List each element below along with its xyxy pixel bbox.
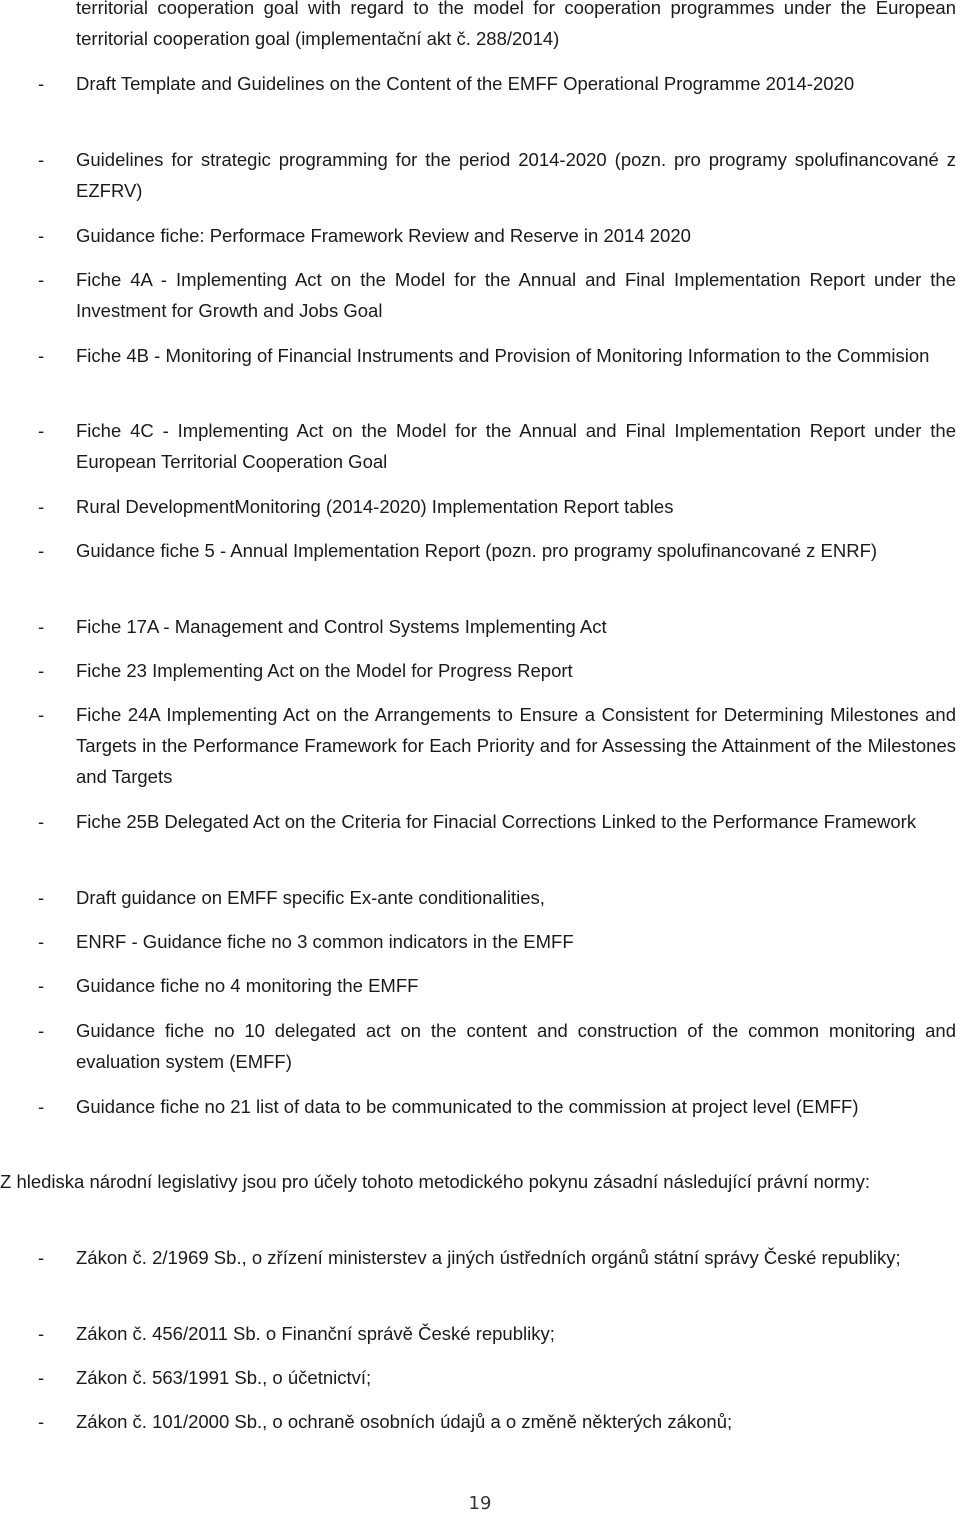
list-dash: - xyxy=(38,616,45,637)
list-item-text: Guidance fiche no 21 list of data to be communicated to the commission at project level (EMFF) xyxy=(76,1096,859,1117)
list-item xyxy=(0,535,956,597)
list-item xyxy=(0,0,956,54)
list-item xyxy=(0,655,956,686)
law-item xyxy=(0,1242,956,1304)
list-item xyxy=(0,926,956,957)
list-item-text: territorial cooperation goal with regard to the model for cooperation programmes under the European territorial cooperation goal (implementační akt č. 288/2014) xyxy=(76,0,956,49)
list-dash: - xyxy=(38,420,45,441)
list-item xyxy=(0,220,956,251)
list-dash: - xyxy=(38,704,45,725)
law-item xyxy=(0,1362,956,1393)
list-item-text: Fiche 25B Delegated Act on the Criteria for Finacial Corrections Linked to the Performance Framework xyxy=(76,811,917,832)
list-item-text: Fiche 4C - Implementing Act on the Model for the Annual and Final Implementation Report under the European Territorial Cooperation Goal xyxy=(76,420,956,472)
list-item xyxy=(0,699,956,792)
law-item-text: Zákon č. 101/2000 Sb., o ochraně osobních údajů a o změně některých zákonů; xyxy=(76,1411,733,1432)
list-dash: - xyxy=(38,1020,45,1041)
list-dash: - xyxy=(38,540,45,561)
list-dash: - xyxy=(38,1096,45,1117)
law-item-text: Zákon č. 456/2011 Sb. o Finanční správě České republiky; xyxy=(76,1323,555,1344)
list-item xyxy=(0,970,956,1001)
law-item xyxy=(0,1318,956,1349)
list-item-text: Guidance fiche: Performace Framework Review and Reserve in 2014 2020 xyxy=(76,225,691,246)
list-item-text: Draft guidance on EMFF specific Ex-ante conditionalities, xyxy=(76,887,545,908)
list-item xyxy=(0,491,956,522)
list-dash: - xyxy=(38,887,45,908)
list-dash: - xyxy=(38,73,45,94)
list-item xyxy=(0,1091,956,1153)
list-item-text: ENRF - Guidance fiche no 3 common indicators in the EMFF xyxy=(76,931,574,952)
list-item-text: Guidance fiche no 10 delegated act on the content and construction of the common monitoring and evaluation system (EMFF) xyxy=(76,1020,956,1072)
list-item xyxy=(0,264,956,326)
list-dash: - xyxy=(38,660,45,681)
list-item xyxy=(0,806,956,868)
list-dash: - xyxy=(38,1367,45,1388)
list-item xyxy=(0,1015,956,1077)
list-dash: - xyxy=(38,345,45,366)
list-item-text: Fiche 24A Implementing Act on the Arrangements to Ensure a Consistent for Determining Milestones and Targets in the Performance Framework for Each Priority and for Assessing the Attainment of the Milestones and Targets xyxy=(76,704,956,787)
list-item-text: Guidance fiche no 4 monitoring the EMFF xyxy=(76,975,419,996)
legislation-paragraph: Z hlediska národní legislativy jsou pro účely tohoto metodického pokynu zásadní následující právní normy: xyxy=(0,1171,870,1192)
list-item-text: Guidelines for strategic programming for the period 2014-2020 (pozn. pro programy spolufinancované z EZFRV) xyxy=(76,149,956,201)
list-dash: - xyxy=(38,269,45,290)
list-dash: - xyxy=(38,931,45,952)
list-item xyxy=(0,340,956,402)
list-item-text: Fiche 4A - Implementing Act on the Model for the Annual and Final Implementation Report under the Investment for Growth and Jobs Goal xyxy=(76,269,956,321)
law-item-text: Zákon č. 2/1969 Sb., o zřízení ministerstev a jiných ústředních orgánů státní správy České republiky; xyxy=(76,1247,901,1268)
list-dash: - xyxy=(38,811,45,832)
list-dash: - xyxy=(38,149,45,170)
list-dash: - xyxy=(38,225,45,246)
law-item xyxy=(0,1406,956,1437)
list-item xyxy=(0,415,956,477)
page-number: 19 xyxy=(468,1493,492,1514)
list-item xyxy=(0,144,956,206)
list-item xyxy=(0,68,956,130)
list-dash: - xyxy=(38,1323,45,1344)
list-dash: - xyxy=(38,1247,45,1268)
list-item-text: Fiche 17A - Management and Control Systems Implementing Act xyxy=(76,616,607,637)
list-item-text: Guidance fiche 5 - Annual Implementation Report (pozn. pro programy spolufinancované z ENRF) xyxy=(76,540,878,561)
list-dash: - xyxy=(38,1411,45,1432)
list-dash: - xyxy=(38,496,45,517)
list-item xyxy=(0,611,956,642)
list-item-text: Fiche 4B - Monitoring of Financial Instruments and Provision of Monitoring Information to the Commision xyxy=(76,345,930,366)
list-item xyxy=(0,882,956,913)
list-dash: - xyxy=(38,975,45,996)
law-item-text: Zákon č. 563/1991 Sb., o účetnictví; xyxy=(76,1367,372,1388)
list-item-text: Rural DevelopmentMonitoring (2014-2020) Implementation Report tables xyxy=(76,496,674,517)
list-item-text: Draft Template and Guidelines on the Content of the EMFF Operational Programme 2014-2020 xyxy=(76,73,855,94)
list-item-text: Fiche 23 Implementing Act on the Model for Progress Report xyxy=(76,660,573,681)
